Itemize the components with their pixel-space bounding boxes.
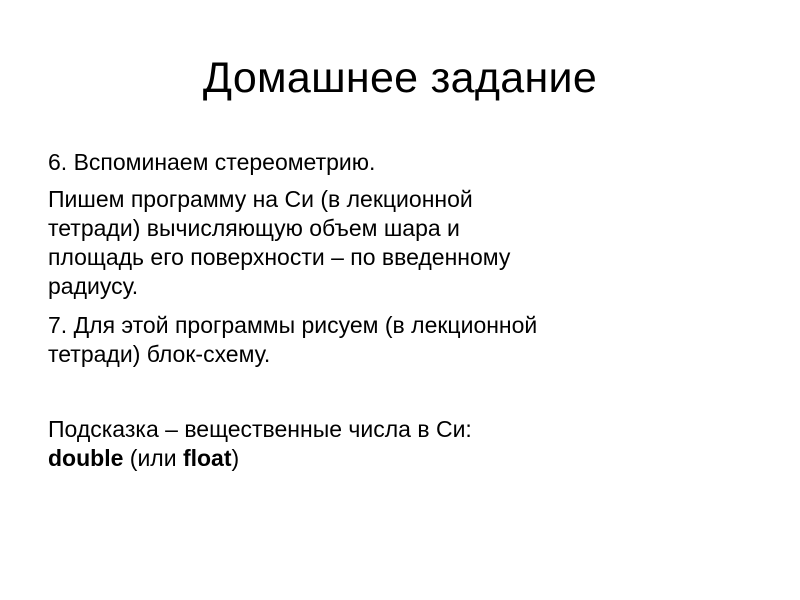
slide-body: [48, 148, 768, 483]
hint: [48, 415, 768, 473]
hint-line-1: Подсказка – вещественные числа в Си:: [48, 416, 472, 442]
slide-title: Домашнее задание: [202, 54, 598, 102]
item-7-line-1: 7. Для этой программы рисуем (в лекционной: [48, 312, 538, 338]
item-7: [48, 311, 768, 369]
item-6-body: [48, 185, 768, 301]
hint-line-2: [48, 444, 768, 473]
item-6-line-3: площадь его поверхности – по введенному: [48, 244, 511, 270]
item-6-line-1: Пишем программу на Си (в лекционной: [48, 186, 473, 212]
hint-end-text: ): [231, 445, 240, 471]
item-6-heading-text: 6. Вспоминаем стереометрию.: [48, 149, 376, 175]
item-7-line-2: тетради) блок-схему.: [48, 341, 271, 367]
hint-middle-text: (или: [123, 445, 183, 471]
hint-double-keyword: double: [48, 445, 124, 471]
item-6-line-2: тетради) вычисляющую объем шара и: [48, 215, 460, 241]
item-6-line-4: радиусу.: [48, 273, 139, 299]
hint-float-keyword: float: [182, 445, 232, 471]
item-6-heading: [48, 148, 768, 177]
spacer: [48, 379, 768, 415]
